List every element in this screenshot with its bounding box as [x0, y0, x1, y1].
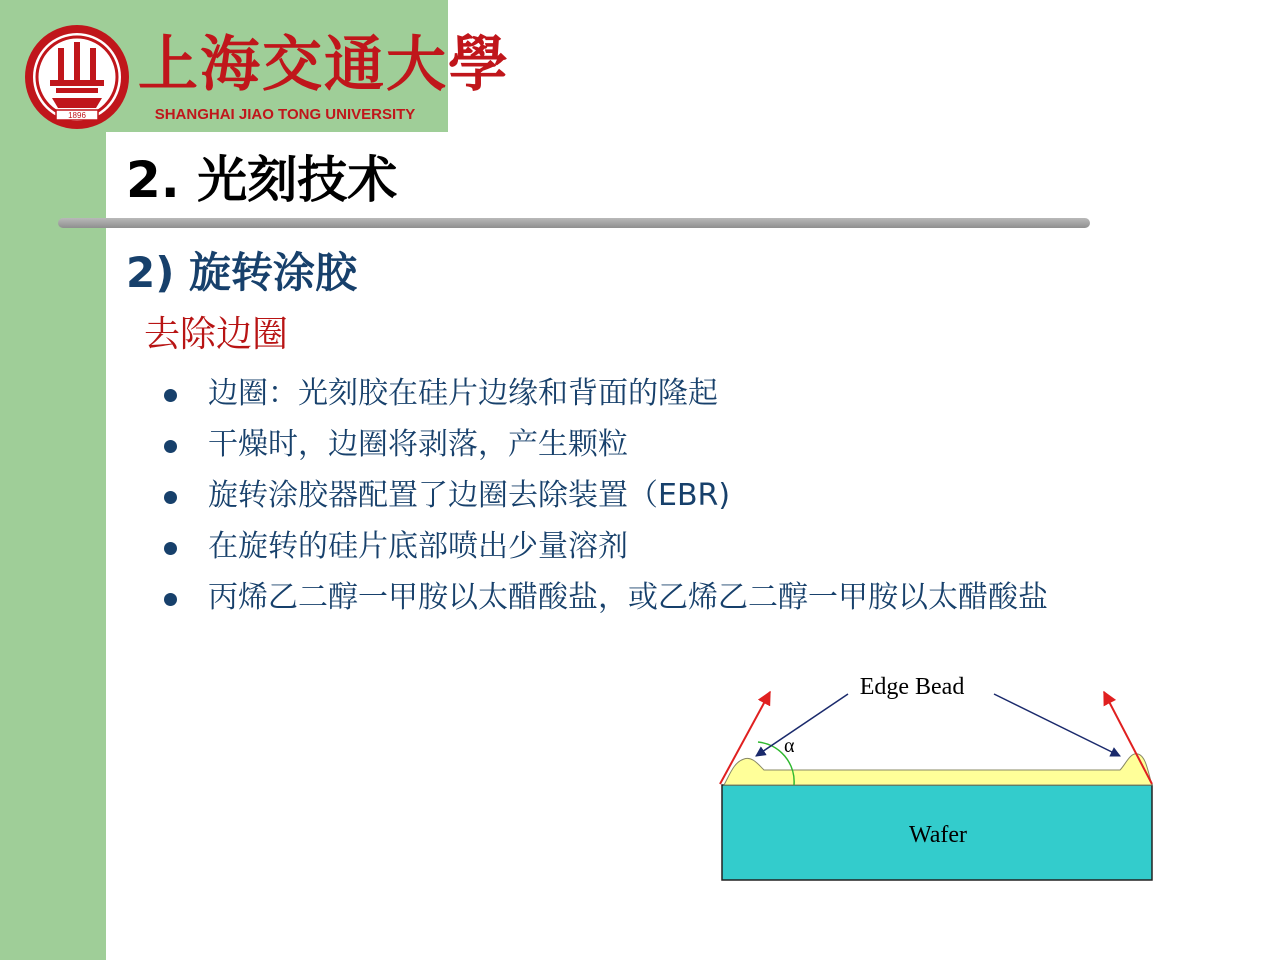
edge-bead-label: Edge Bead: [859, 674, 965, 700]
bullet-text: 丙烯乙二醇一甲胺以太醋酸盐，或乙烯乙二醇一甲胺以太醋酸盐: [208, 580, 1048, 615]
slide-title: 2. 光刻技术: [126, 151, 398, 209]
list-item: [160, 427, 1120, 463]
bullet-icon: [164, 491, 177, 504]
university-name-en: SHANGHAI JIAO TONG UNIVERSITY: [154, 106, 416, 123]
list-item: [160, 376, 1120, 412]
bullet-icon: [164, 389, 177, 402]
university-name-cn: 上海交通大學: [138, 30, 510, 100]
edge-bead-diagram: [712, 664, 1164, 890]
bullet-icon: [164, 542, 177, 555]
list-item: [160, 529, 1120, 565]
left-bead-pointer: [756, 694, 848, 756]
bullet-text: 干燥时，边圈将剥落，产生颗粒: [208, 427, 628, 462]
title-divider: [58, 218, 1090, 228]
list-item: [160, 478, 1120, 514]
right-bead-pointer: [994, 694, 1120, 756]
list-item: [160, 580, 1120, 616]
section-heading: 去除边圈: [144, 314, 289, 355]
bullet-list: [160, 376, 1120, 631]
seal-year: 1896: [68, 111, 86, 120]
university-seal-icon: [22, 22, 132, 132]
left-green-band: [0, 0, 106, 960]
bullet-icon: [164, 593, 177, 606]
photoresist-layer: [724, 754, 1152, 785]
bullet-text: 旋转涂胶器配置了边圈去除装置（EBR): [208, 478, 731, 513]
bullet-text: 在旋转的硅片底部喷出少量溶剂: [208, 529, 628, 564]
slide-subtitle: 2) 旋转涂胶: [126, 248, 358, 297]
angle-label: α: [784, 735, 795, 757]
bullet-text: 边圈：光刻胶在硅片边缘和背面的隆起: [208, 376, 718, 411]
wafer-label: Wafer: [908, 822, 968, 848]
bullet-icon: [164, 440, 177, 453]
